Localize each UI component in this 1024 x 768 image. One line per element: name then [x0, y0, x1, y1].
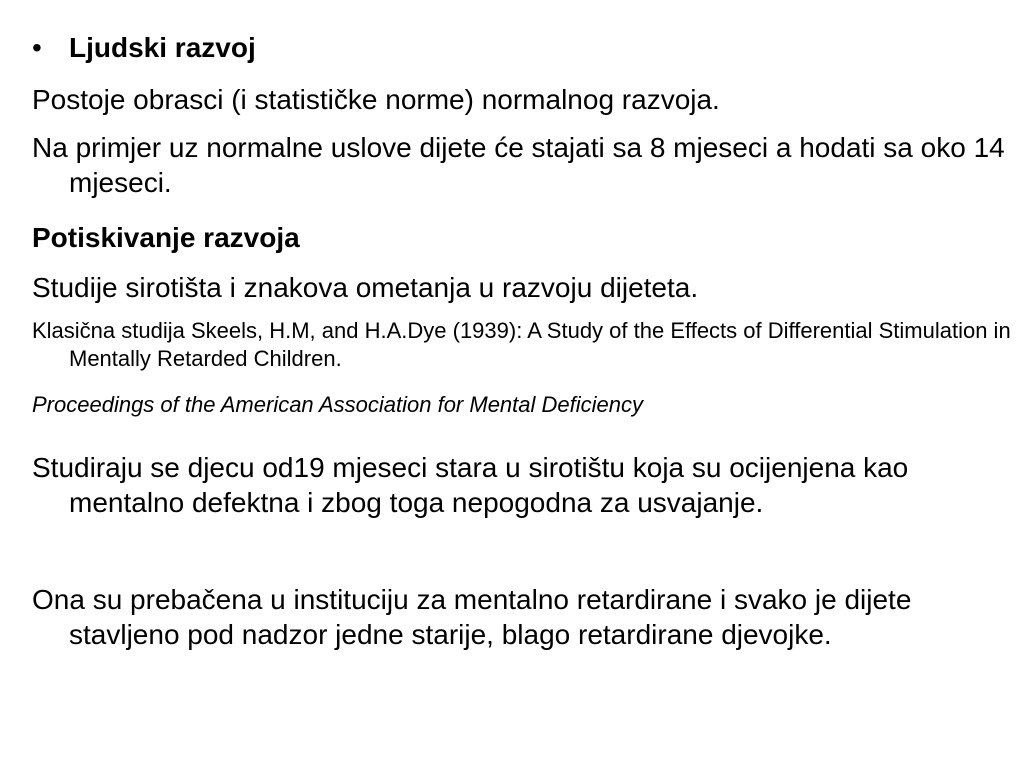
paragraph-norme: Postoje obrasci (i statističke norme) normalnog razvoja.	[32, 84, 720, 115]
heading-ljudski-razvoj: Ljudski razvoj	[69, 32, 256, 63]
subheading-potiskivanje: Potiskivanje razvoja	[32, 222, 300, 253]
paragraph-prebacena: Ona su prebačena u instituciju za mentalno retardirane i svako je dijete stavljeno pod nadzor jedne starije, blago retardirane djevojke.	[32, 584, 912, 650]
paragraph-studije: Studije sirotišta i znakova ometanja u razvoju dijeteta.	[32, 272, 699, 303]
bullet-icon: •	[32, 32, 42, 63]
bullet-heading	[32, 30, 256, 65]
paragraph-klasicna-studija: Klasična studija Skeels, H.M, and H.A.Dye (1939): A Study of the Effects of Differential Stimulation in Mentally Retarded Children.	[32, 318, 1011, 371]
paragraph-studiraju: Studiraju se djecu od19 mjeseci stara u sirotištu koja su ocijenjena kao mentalno defektna i zbog toga nepogodna za usvajanje.	[32, 452, 909, 518]
paragraph-primjer: Na primjer uz normalne uslove dijete će stajati sa 8 mjeseci a hodati sa oko 14 mjeseci.	[32, 132, 1005, 198]
paragraph-proceedings: Proceedings of the American Association for Mental Deficiency	[32, 392, 643, 417]
